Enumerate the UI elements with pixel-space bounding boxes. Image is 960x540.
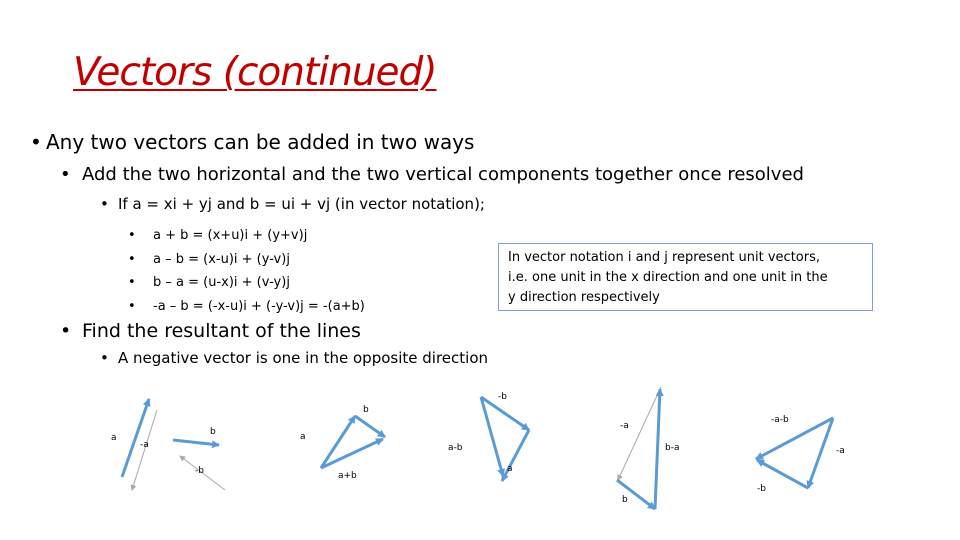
label-neg-a: -a xyxy=(620,421,629,431)
diagram-b-minus-a xyxy=(617,387,679,509)
vector-b-minus-a-arrow xyxy=(655,389,660,509)
diagram-difference xyxy=(448,392,529,481)
label-a-minus-b: a-b xyxy=(448,443,463,453)
label-neg-b: -b xyxy=(757,484,766,494)
bullet-text: A negative vector is one in the opposite direction xyxy=(118,349,488,367)
label-a: a xyxy=(300,432,306,442)
bullet-text: Any two vectors can be added in two ways xyxy=(46,130,475,154)
equation-item: • a + b = (x+u)i + (y+v)j xyxy=(128,228,308,243)
vector-neg-a-arrow xyxy=(618,387,661,480)
bullet-dot: • xyxy=(30,130,42,154)
bullet-dot: • xyxy=(60,320,72,342)
label-b-minus-a: b-a xyxy=(665,443,680,453)
vector-a-arrow xyxy=(122,399,149,477)
bullet-dot: • xyxy=(100,195,109,213)
label-neg-a: -a xyxy=(140,440,149,450)
note-line: In vector notation i and j represent unit vectors, xyxy=(508,250,821,265)
diagram-sum xyxy=(300,405,385,481)
diagram-negative-vectors xyxy=(111,399,225,490)
bullet-text: Find the resultant of the lines xyxy=(82,320,361,342)
equation-item: • b – a = (u-x)i + (v-y)j xyxy=(128,275,290,290)
slide-title: Vectors (continued) xyxy=(73,50,437,95)
label-neg-b: -b xyxy=(498,392,507,402)
label-b: b xyxy=(363,405,369,415)
label-neg-b: -b xyxy=(195,466,204,476)
note-line: i.e. one unit in the x direction and one unit in the xyxy=(508,270,828,285)
label-neg-a-minus-b: -a-b xyxy=(771,415,789,425)
bullet-text: Add the two horizontal and the two vertical components together once resolved xyxy=(82,164,804,185)
note-line: y direction respectively xyxy=(508,290,660,305)
label-neg-a: -a xyxy=(836,446,845,456)
label-b: b xyxy=(622,495,628,505)
equation-item: • -a – b = (-x-u)i + (-y-v)j = -(a+b) xyxy=(128,298,365,314)
vector-b-arrow xyxy=(355,416,385,437)
bullet-dot: • xyxy=(100,349,109,367)
diagram-neg-sum xyxy=(756,415,845,494)
equation-item: • a – b = (x-u)i + (y-v)j xyxy=(128,251,290,267)
label-b: b xyxy=(210,427,216,437)
label-a: a xyxy=(111,433,117,443)
bullet-dot: • xyxy=(60,164,71,185)
label-a: a xyxy=(507,464,513,474)
label-sum: a+b xyxy=(338,471,357,481)
vector-b-arrow xyxy=(173,440,219,445)
vector-neg-a-arrow xyxy=(132,410,157,490)
bullet-text: If a = xi + yj and b = ui + vj (in vector notation); xyxy=(118,195,485,213)
